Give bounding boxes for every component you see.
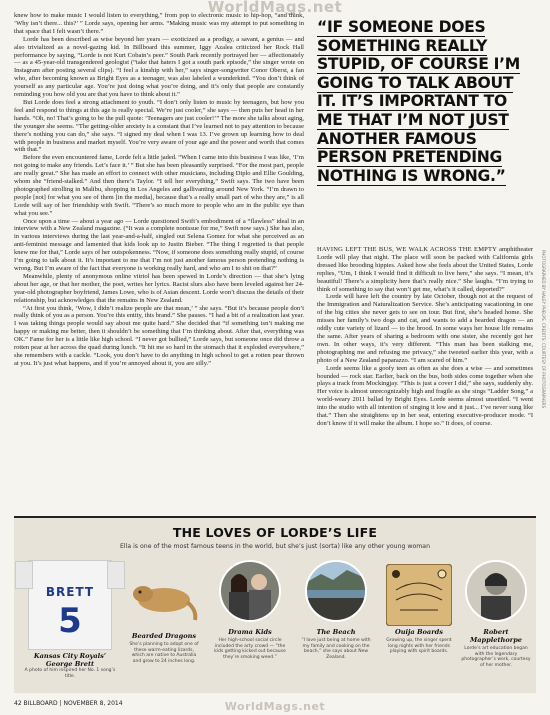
lead-in: HAVING LEFT THE BUS, WE WALK ACROSS THE EMPTY [317,246,498,253]
lead-text: amphitheater Lorde will play that night. The place will soon be packed with California girls dressed like brooding hippies. Asked how she feels about the United States, Lorde replies, “Um, I think I would find it difficult to live here,” she says. “I mean, it’s beautiful! There’s a simplicity here that’s really nice.” She laughs. “I’m trying to think of something to say that won’t get me, what’s it called, deported?” [317,246,533,293]
jersey-number: 5 [58,601,82,641]
sidebar-title: THE LOVES OF LORDE’S LIFE [172,525,378,540]
pull-quote [317,18,532,185]
sidebar-item-the-beach [298,560,374,660]
item-name: Ouija Boards [394,628,444,636]
item-desc: She’s planning to adopt one of these warm-eating lizards, which are native to Australia and grow to 24 inches long. [129,642,199,664]
beach-image [305,560,367,622]
item-desc: Her high-school social circle included the arty crowd — “the kids getting kicked out because they’re smoking weed.” [214,638,286,660]
paragraph: Lorde has been described as wise beyond her years — exoticized as a prodigy, a savant, a genius — and also trivialized as a novel-gazing kid. In Billboard this summer, Iggy Azalea criticized her Rock Hall performance by saying, “Lorde is not Kurt Cobain’s peer.” South Park recently portrayed her — affectionately — as a 45-year-old transgendered geologist (“take that haters I got a south park episode,” the singer wrote on Instagram after posting several clips). “I feel a kinship with her,” says singer-songwriter Conor Oberst, a fan who, after becoming known as Bright Eyes as a teenager, was also labeled a wunderkind. “You don’t think of yourself as any particular age. You’re just doing what you’re doing, and it’s only that people are constantly reminding you how old you are that you have to think about it.” [14,35,304,99]
paragraph: Lorde will have left the country by late October, though not at the request of the Immigration and Naturalization Service. She’s anticipating vacationing in one of the big cities she never gets to see on tour. But first, she’s headed home. She misses her family’s two dogs and cat, and wants to add a bearded dragon — an oddly cute variety of lizard — to the brood. In some ways her house life remains the same. After years of sharing a bedroom with one sister, she recently got her own. In other ways, it’s very different. “This man has been stalking me, photographing me and refusing me privacy,” she tweeted earlier this year, with a photo of a New Zealand paparazzo. “I am scared of him.” [317,293,533,364]
paragraph: But Lorde does feel a strong attachment to youth. “I don’t only listen to music by teenagers, but how you feel and respond to things at this age is really special. We’re just cooler,” she says — then puts her head in her hands. “Oh, no! That’s going to be the pull quote: ‘Teenagers are just cooler!’” The more she talks about aging, the younger she seems. “The getting-older anxiety is a constant that I’ve learned not to pay attention to because there’s nothing you can do,” she says. “I signed my deal when I was 13. I’ve grown up learning how to deal with people in business and market myself. You’re very aware of your age and the power and worth that comes with that.” [14,98,304,154]
sidebar-item-drama-kids [212,560,288,660]
sidebar-subtitle: Ella is one of the most famous teens in the world, but she’s just (sorta) like any other young woman [119,543,431,550]
sidebar-item-robert-mapplethorpe [460,560,532,668]
sidebar-box [14,516,536,693]
paragraph: Lorde seems like a goofy teen as often as she does a wise — and sometimes bounded — rock star. Earlier, back on the bus, both sides come together when she plays a track from Mockingjay. “This is just a cover I did,” she says, suddenly shy. Her voice is almost unrecognizably high and fragile as she sings “Ladder Song,” a world-weary 2011 ballad by Bright Eyes. Lorde seems almost unsettled. “I went into the studio with all intention of singing it low and it just... I’ve never sung like that.” Then she straightens up in her seat, entering executive-producer mode. “I don’t know if it will make the album. I hope so.” It does, of course. [317,364,533,427]
paragraph: Meanwhile, plenty of anonymous online vitriol has been spewed in Lorde’s direction — that she’s lying about her age, or that her mother, the poet, writes her lyrics. Racist slurs also have been leveled against her 24-year-old photographer boyfriend, James Lowe, who is of Asian descent. Lorde won’t discuss the details of their relationship, but acknowledges that the remains in New Zealand. [14,272,304,304]
item-desc: “I love just being at home with my family and cooking on the beach,” she says about New Zealand. [301,638,371,660]
sidebar-item-bearded-dragons [126,560,202,664]
item-caption [22,652,118,679]
watermark-bottom: WorldMags.net [224,700,326,713]
paragraph: “At first you think, ‘Wow, I didn’t realize people are that mean,’ ” she says. “But it’s because people don’t really think of you as a person. You’re this entity, this brand.” She pauses. “I had a bit of a realization last year. I was taking things people would say about me quite hard.” She decided that “if something isn’t making me happy or making me better, then it shouldn’t be something that I’m thinking about. After that, everything was OK.” Fame for her is a little like high school. “I never got bullied,” Lorde says, but someone once did throw a rotten pear at her across the quad during lunch. “It hit me so hard in the stomach that it exploded everywhere,” she remembers with a cackle. “Look, you don’t have to do anything in high school to get a rotten pear thrown at you. It’s just what happens, and if you’re annoyed about it, you are silly.” [14,304,304,367]
friends-image [219,560,281,622]
pull-quote-text: “IF SOMEONE DOES SOMETHING REALLY STUPID, OF COURSE I’M GOING TO TALK ABOUT IT. IT’S IMPORTANT TO ME THAT I’M NOT JUST ANOTHER FAMOUS PERSON PRETENDING NOTHING IS WRONG.” [317,18,521,185]
photo-credits [538,250,546,550]
item-name: Kansas City Royals’ George Brett [33,652,107,668]
portrait-image [465,560,527,622]
item-desc: A photo of him inspired her No. 1 song’s title. [24,668,116,679]
sidebar-item-ouija-boards [384,560,454,655]
jersey-image [28,560,112,650]
jersey-name: BRETT [45,585,95,599]
paragraph: Before the even encountered fame, Lorde felt a little jaded. “When I came into this business I was like, ‘I’m not going to make any friends. Let’s face it.’ ” But she has been pleasantly surprised. “For the most part, people are really great.” She has made an effort to connect with other musicians, including Diplo and Ellie Goulding, whom she “friend-stalked.” And then there’s Taylor. “I tell her everything,” Swift says. The two have been photographed strolling in Malibu, shopping in Los Angeles and gallivanting around New York. “I’m drawn to people [not] for what you see of them [in the media], because that’s a really small part of who they are,” is all Lorde will say of her friendship with Swift. “There’s so much more to people who are in the public eye than what you see.” [14,154,304,217]
item-name: The Beach [316,628,356,636]
photo-credits-text: PHOTOGRAPHED BY HALEY PHELPS. CREDITS: COURTESY OF PHOTOGRAPHERS [541,250,546,409]
item-name: Bearded Dragons [131,632,197,640]
paragraph: knew how to make music I would listen to everything,” from pop to electronic music to hip-hop, “and think, ‘Why isn’t there... this?’ ” Lorde says, opening her arms. “Making music was my attempt to put something in that space that I felt wasn’t there.” [14,12,304,35]
right-column [317,246,533,428]
item-name: Drama Kids [228,628,272,636]
item-desc: Growing up, the singer spent long nights with her friends playing with spirit boards. [386,638,452,655]
paragraph: Once upon a time — about a year ago — Lorde questioned Swift’s embodiment of a “flawless” ideal in an interview with a New Zealand magazine. (“It was a complete nonissue for me,” Swift now says.) She has also, in various interviews during the last year-and-a-half, singled out Selena Gomez for what she perceived as an anti-feminist message and lamented that kids look up to Justin Bieber. “The thing I regretted is that people knew me for that,” Lorde says of her outspokenness. “Now, if someone does something really stupid, of course I’m going to talk about it. It’s important to me that I’m not just another famous person pretending nothing is wrong. But I’m aware of the fact that everyone is working really hard, and who am I to shit on that?” [14,217,304,272]
lizard-image [129,560,199,630]
item-desc: Lorde’s art education began with the legendary photographer’s work, courtesy of her mother. [461,646,531,668]
page-footer: 42 BILLBOARD | NOVEMBER 8, 2014 [14,700,123,707]
left-column [14,12,304,368]
watermark-top: WorldMags.net [207,0,343,16]
paragraph-lead [317,246,533,293]
item-name: Robert Mapplethorpe [469,628,522,644]
ouija-image [386,564,452,626]
sidebar-item-brett [22,556,118,690]
